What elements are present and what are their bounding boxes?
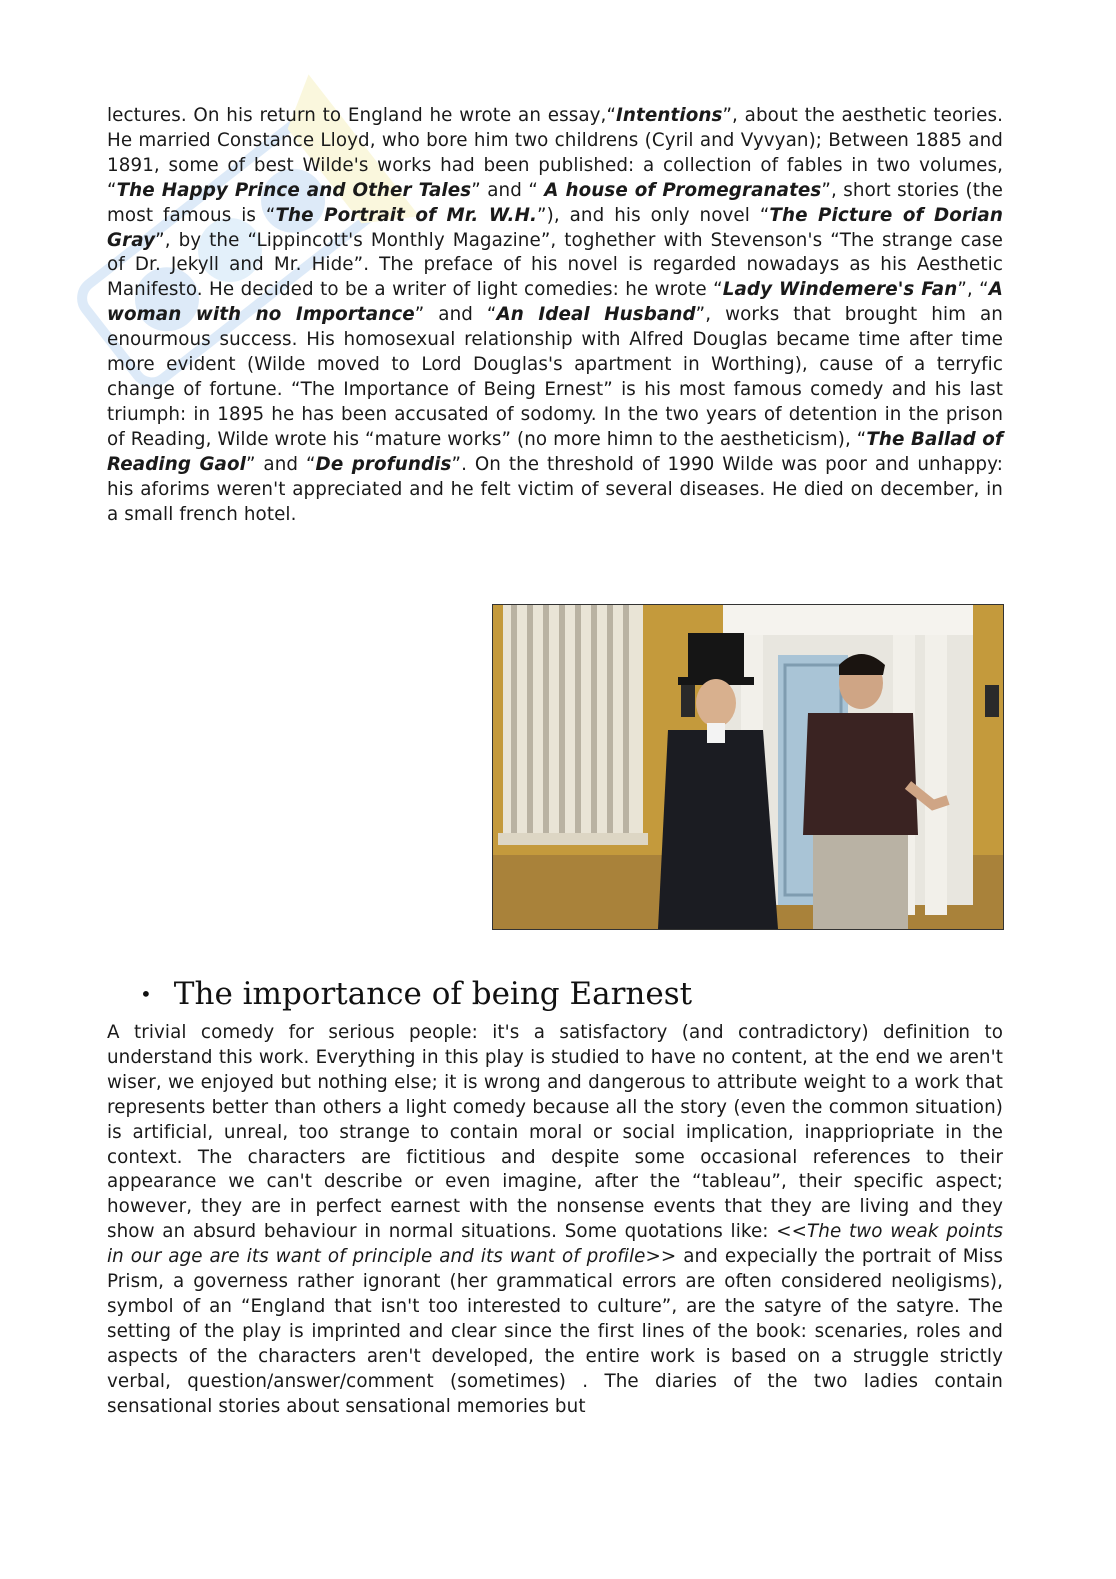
text-run: A trivial comedy for serious people: it's a satisfactory (and contradictory) definition to understand this work. Everything in this play is studied to have no content, at the end we aren't wiser, we enjoyed but nothing else; it is wrong and dangerous to attribute weight to a work that represents better than others a light comedy because all the story (even the common situation) is artificial, unreal, too strange to contain moral or social implication, inappriopriate in the context. The characters are fictitious and despite some occasional references to their appearance we can't describe or even imagine, after the “tableau”, their specific aspect; however, they are in perfect earnest with the nonsense events that they are living and they show an absurd behaviour in normal situations. Some quotations like: [107, 1022, 1003, 1243]
analysis-section [107, 1021, 1003, 1420]
text-run: ”, works that brought him an enourmous success. His homosexual relationship with Alfred Douglas became time after time more evident (Wilde moved to Lord Douglas's apartment in Worthing), cause of a terryfic change of fortune. “The Importance of Being Ernest” is his most famous comedy and his last triumph: in 1895 he has been accusated of sodomy. In the two years of detention in the prison of Reading, Wilde wrote his “mature works” (no more himn to the aestheticism), “ [107, 304, 1003, 450]
biography-paragraph [107, 104, 1003, 527]
text-run: and expecially the portrait of Miss Prism, a governess rather ignorant (her grammatical errors are often considered neoligisms), symbol of an “England that isn't too interested to culture”, are the satyre of the satyre. The setting of the play is imprinted and clear since the first lines of the book: scenaries, roles and aspects of the characters aren't developed, the entire work is based on a struggle strictly verbal, question/answer/comment (sometimes) . The diaries of the two ladies contain sensational stories about sensational memories but [107, 1246, 1003, 1417]
text-run: ”, by the “Lippincott's Monthly Magazine”, toghether with Stevenson's “The strange case of Dr. Jekyll and Mr. Hide”. The preface of his novel is regarded nowadays as his Aesthetic Manifesto. He decided to be a writer of light comedies: he wrote “ [107, 229, 1003, 301]
text-run: ” and “ [414, 304, 497, 326]
section-heading [140, 976, 692, 1012]
text-run: ”, short stories (the most famous is “ [107, 179, 1003, 226]
work-title: A house of Promegranates [544, 179, 822, 201]
film-still-image [492, 604, 1004, 930]
work-title: Lady Windemere's Fan [722, 279, 958, 301]
work-title: An Ideal Husband [496, 304, 696, 326]
work-title: Intentions [616, 105, 723, 126]
text-run: ” and “ [471, 179, 545, 201]
text-run: lectures. On his return to England he wrote an essay,“ [107, 105, 617, 126]
quotation: <<The two weak points in our age are its want of principle and its want of profile>> [107, 1221, 1004, 1268]
text-run: ”, about the aesthetic teories. He married Constance Lloyd, who bore him two childrens (Cyril and Vyvyan); Between 1885 and 1891, some of best Wilde's works had been published: a collection of fables in two volumes, “ [107, 105, 1003, 201]
work-title: The Happy Prince and Other Tales [116, 179, 472, 201]
work-title: De profundis [315, 453, 452, 475]
text-run: ”), and his only novel “ [537, 204, 770, 226]
work-title: The Picture of Dorian Gray [107, 204, 1003, 251]
text-run: ” and “ [246, 453, 316, 475]
work-title: The Portrait of Mr. W.H. [275, 204, 538, 226]
text-run: ”, “ [957, 279, 989, 301]
text-run: ”. On the threshold of 1990 Wilde was poor and unhappy: his aforims weren't appreciated and he felt victim of several diseases. He died on december, in a small french hotel. [107, 453, 1003, 525]
analysis-paragraph [107, 1021, 1003, 1420]
section-heading-text: The importance of being Earnest [173, 976, 693, 1012]
work-title: The Ballad of Reading Gaol [107, 428, 1003, 475]
document-body [107, 104, 1003, 527]
work-title: A woman with no Importance [107, 279, 1004, 326]
bullet-icon: • [140, 982, 152, 1006]
